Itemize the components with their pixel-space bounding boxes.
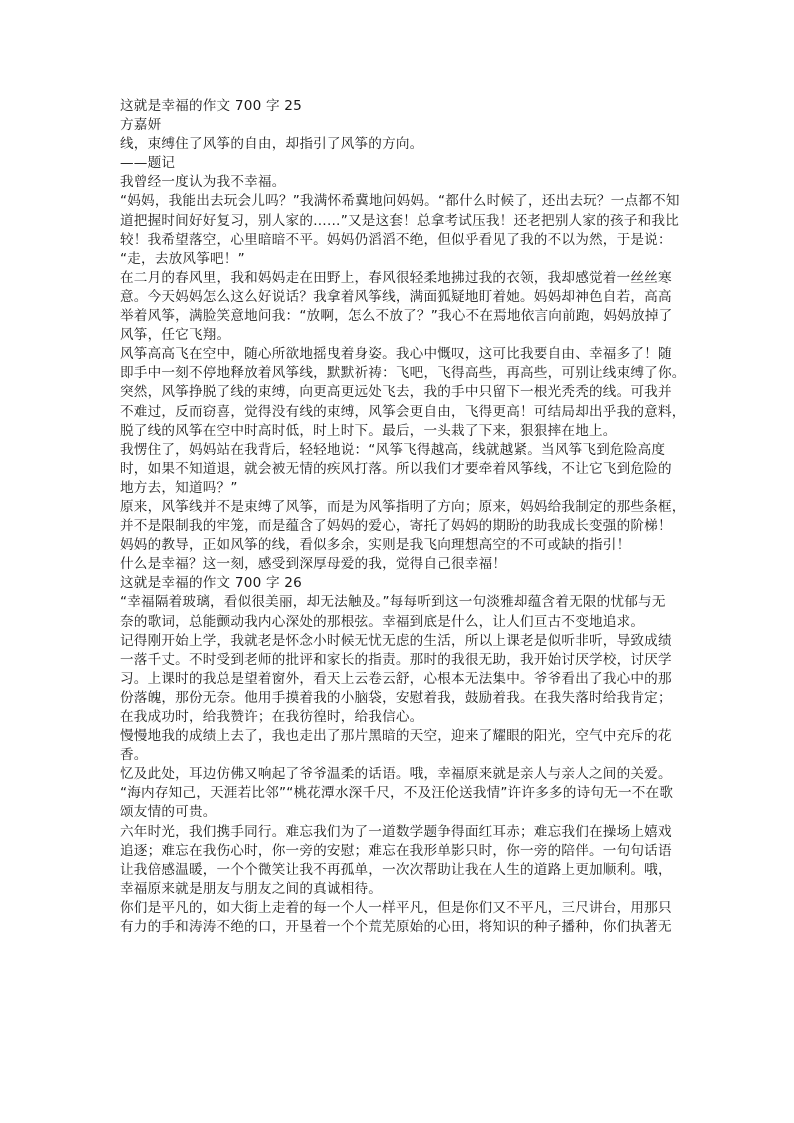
essay-title: 这就是幸福的作文 700 字 26 (120, 575, 302, 592)
text-line: 道把握时间好好复习，别人家的……”又是这套！总拿考试压我！还老把别人家的孩子和我比 (120, 212, 679, 229)
text-line: 地方去，知道吗？” (120, 479, 238, 496)
text-line: “妈妈，我能出去玩会儿吗？”我满怀希冀地问妈妈。“都什么时候了，还出去玩？一点都不知 (120, 193, 680, 210)
text-line: 颂友情的可贵。 (120, 804, 217, 821)
text-line: 举着风筝，满脸笑意地问我：“放啊，怎么不放了？”我心不在焉地依言向前跑，妈妈放掉了 (120, 308, 673, 325)
text-line: 并不是限制我的牢笼，而是蕴含了妈妈的爱心，寄托了妈妈的期盼的助我成长变强的阶梯！ (120, 518, 672, 535)
essay-title: 这就是幸福的作文 700 字 25 (120, 98, 302, 114)
text-line: 香。 (120, 747, 148, 764)
text-line: 时，如果不知道退，就会被无情的疾风打落。所以我们才要牵着风筝线，不让它飞到危险的 (120, 460, 672, 477)
text-line: 我曾经一度认为我不幸福。 (120, 174, 286, 191)
text-line: 一落千丈。不时受到老师的批评和家长的指责。那时的我很无助，我开始讨厌学校，讨厌学 (120, 651, 672, 668)
text-line: 习。上课时的我总是望着窗外，看天上云卷云舒，心根本无法集中。爷爷看出了我心中的那 (120, 670, 672, 687)
text-line: 妈妈的教导，正如风筝的线，看似多余，实则是我飞向理想高空的不可或缺的指引！ (120, 537, 631, 554)
text-line: 记得刚开始上学，我就老是怀念小时候无忧无虑的生活，所以上课老是似听非听，导致成绩 (120, 632, 672, 649)
text-line: 即手中一刻不停地释放着风筝线，默默祈祷：飞吧，飞得高些，再高些，可别让线束缚了你。 (120, 365, 686, 382)
text-line: “海内存知己，天涯若比邻”“桃花潭水深千尺，不及汪伦送我情”许许多多的诗句无一不在歌 (120, 785, 674, 802)
epigraph-attribution: ——题记 (120, 155, 176, 172)
text-line: 在二月的春风里，我和妈妈走在田野上，春风很轻柔地拂过我的衣领，我却感觉着一丝丝寒 (120, 269, 672, 286)
text-line: 较！我希望落空，心里暗暗不平。妈妈仍滔滔不绝，但似乎看见了我的不以为然，于是说： (120, 231, 672, 248)
text-line: “幸福隔着玻璃，看似很美丽，却无法触及。”每每听到这一句淡雅却蕴含着无限的忧郁与无 (120, 594, 666, 611)
text-line: 不难过，反而窃喜，觉得没有线的束缚，风筝会更自由，飞得更高！可结局却出乎我的意料， (120, 403, 686, 420)
epigraph: 线，束缚住了风筝的自由，却指引了风筝的方向。 (120, 136, 424, 153)
text-line: 什么是幸福？这一刻，感受到深厚母爱的我，觉得自己很幸福！ (120, 556, 507, 573)
text-line: 意。今天妈妈怎么这么好说话？我拿着风筝线，满面狐疑地盯着她。妈妈却神色自若，高高 (120, 288, 672, 305)
text-line: 让我倍感温暖，一个个微笑让我不再孤单，一次次帮助让我在人生的道路上更加顺利。哦， (120, 861, 672, 878)
text-line: 追逐；难忘在我伤心时，你一旁的安慰；难忘在我形单影只时，你一旁的陪伴。一句句话语 (120, 842, 672, 859)
text-line: 风筝高高飞在空中，随心所欲地摇曳着身姿。我心中慨叹，这可比我要自由、幸福多了！随 (120, 346, 672, 363)
document-body (120, 97, 686, 937)
text-line: 在我成功时，给我赞许；在我彷徨时，给我信心。 (120, 709, 424, 725)
text-line: 风筝，任它飞翔。 (120, 327, 231, 344)
text-line: 奈的歌词，总能颤动我内心深处的那根弦。幸福到底是什么，让人们亘古不变地追求。 (120, 613, 645, 630)
text-line: 份落魄，那份无奈。他用手摸着我的小脑袋，安慰着我，鼓励着我。在我失落时给我肯定； (120, 689, 672, 706)
text-line: 幸福原来就是朋友与朋友之间的真诚相待。 (120, 880, 383, 897)
author-name: 方嘉妍 (120, 117, 162, 134)
text-line: 你们是平凡的，如大街上走着的每一个人一样平凡，但是你们又不平凡，三尺讲台，用那只 (120, 899, 672, 916)
text-line: 有力的手和涛涛不绝的口，开垦着一个个荒芜原始的心田，将知识的种子播种，你们执著无 (120, 919, 672, 936)
text-line: 六年时光，我们携手同行。难忘我们为了一道数学题争得面红耳赤；难忘我们在操场上嬉戏 (120, 823, 672, 840)
text-line: 突然，风筝挣脱了线的束缚，向更高更远处飞去，我的手中只留下一根光秃秃的线。可我并 (120, 384, 672, 401)
text-line: 脱了线的风筝在空中时高时低，时上时下。最后，一头栽了下来，狠狠摔在地上。 (120, 422, 617, 439)
text-line: “走，去放风筝吧！” (120, 250, 245, 267)
text-line: 忆及此处，耳边仿佛又响起了爷爷温柔的话语。哦，幸福原来就是亲人与亲人之间的关爱。 (120, 766, 672, 783)
text-line: 我愣住了，妈妈站在我背后，轻轻地说：“风筝飞得越高，线就越紧。当风筝飞到危险高度 (120, 441, 666, 458)
text-line: 原来，风筝线并不是束缚了风筝，而是为风筝指明了方向；原来，妈妈给我制定的那些条框， (120, 498, 686, 515)
text-line: 慢慢地我的成绩上去了，我也走出了那片黑暗的天空，迎来了耀眼的阳光，空气中充斥的花 (120, 728, 672, 745)
